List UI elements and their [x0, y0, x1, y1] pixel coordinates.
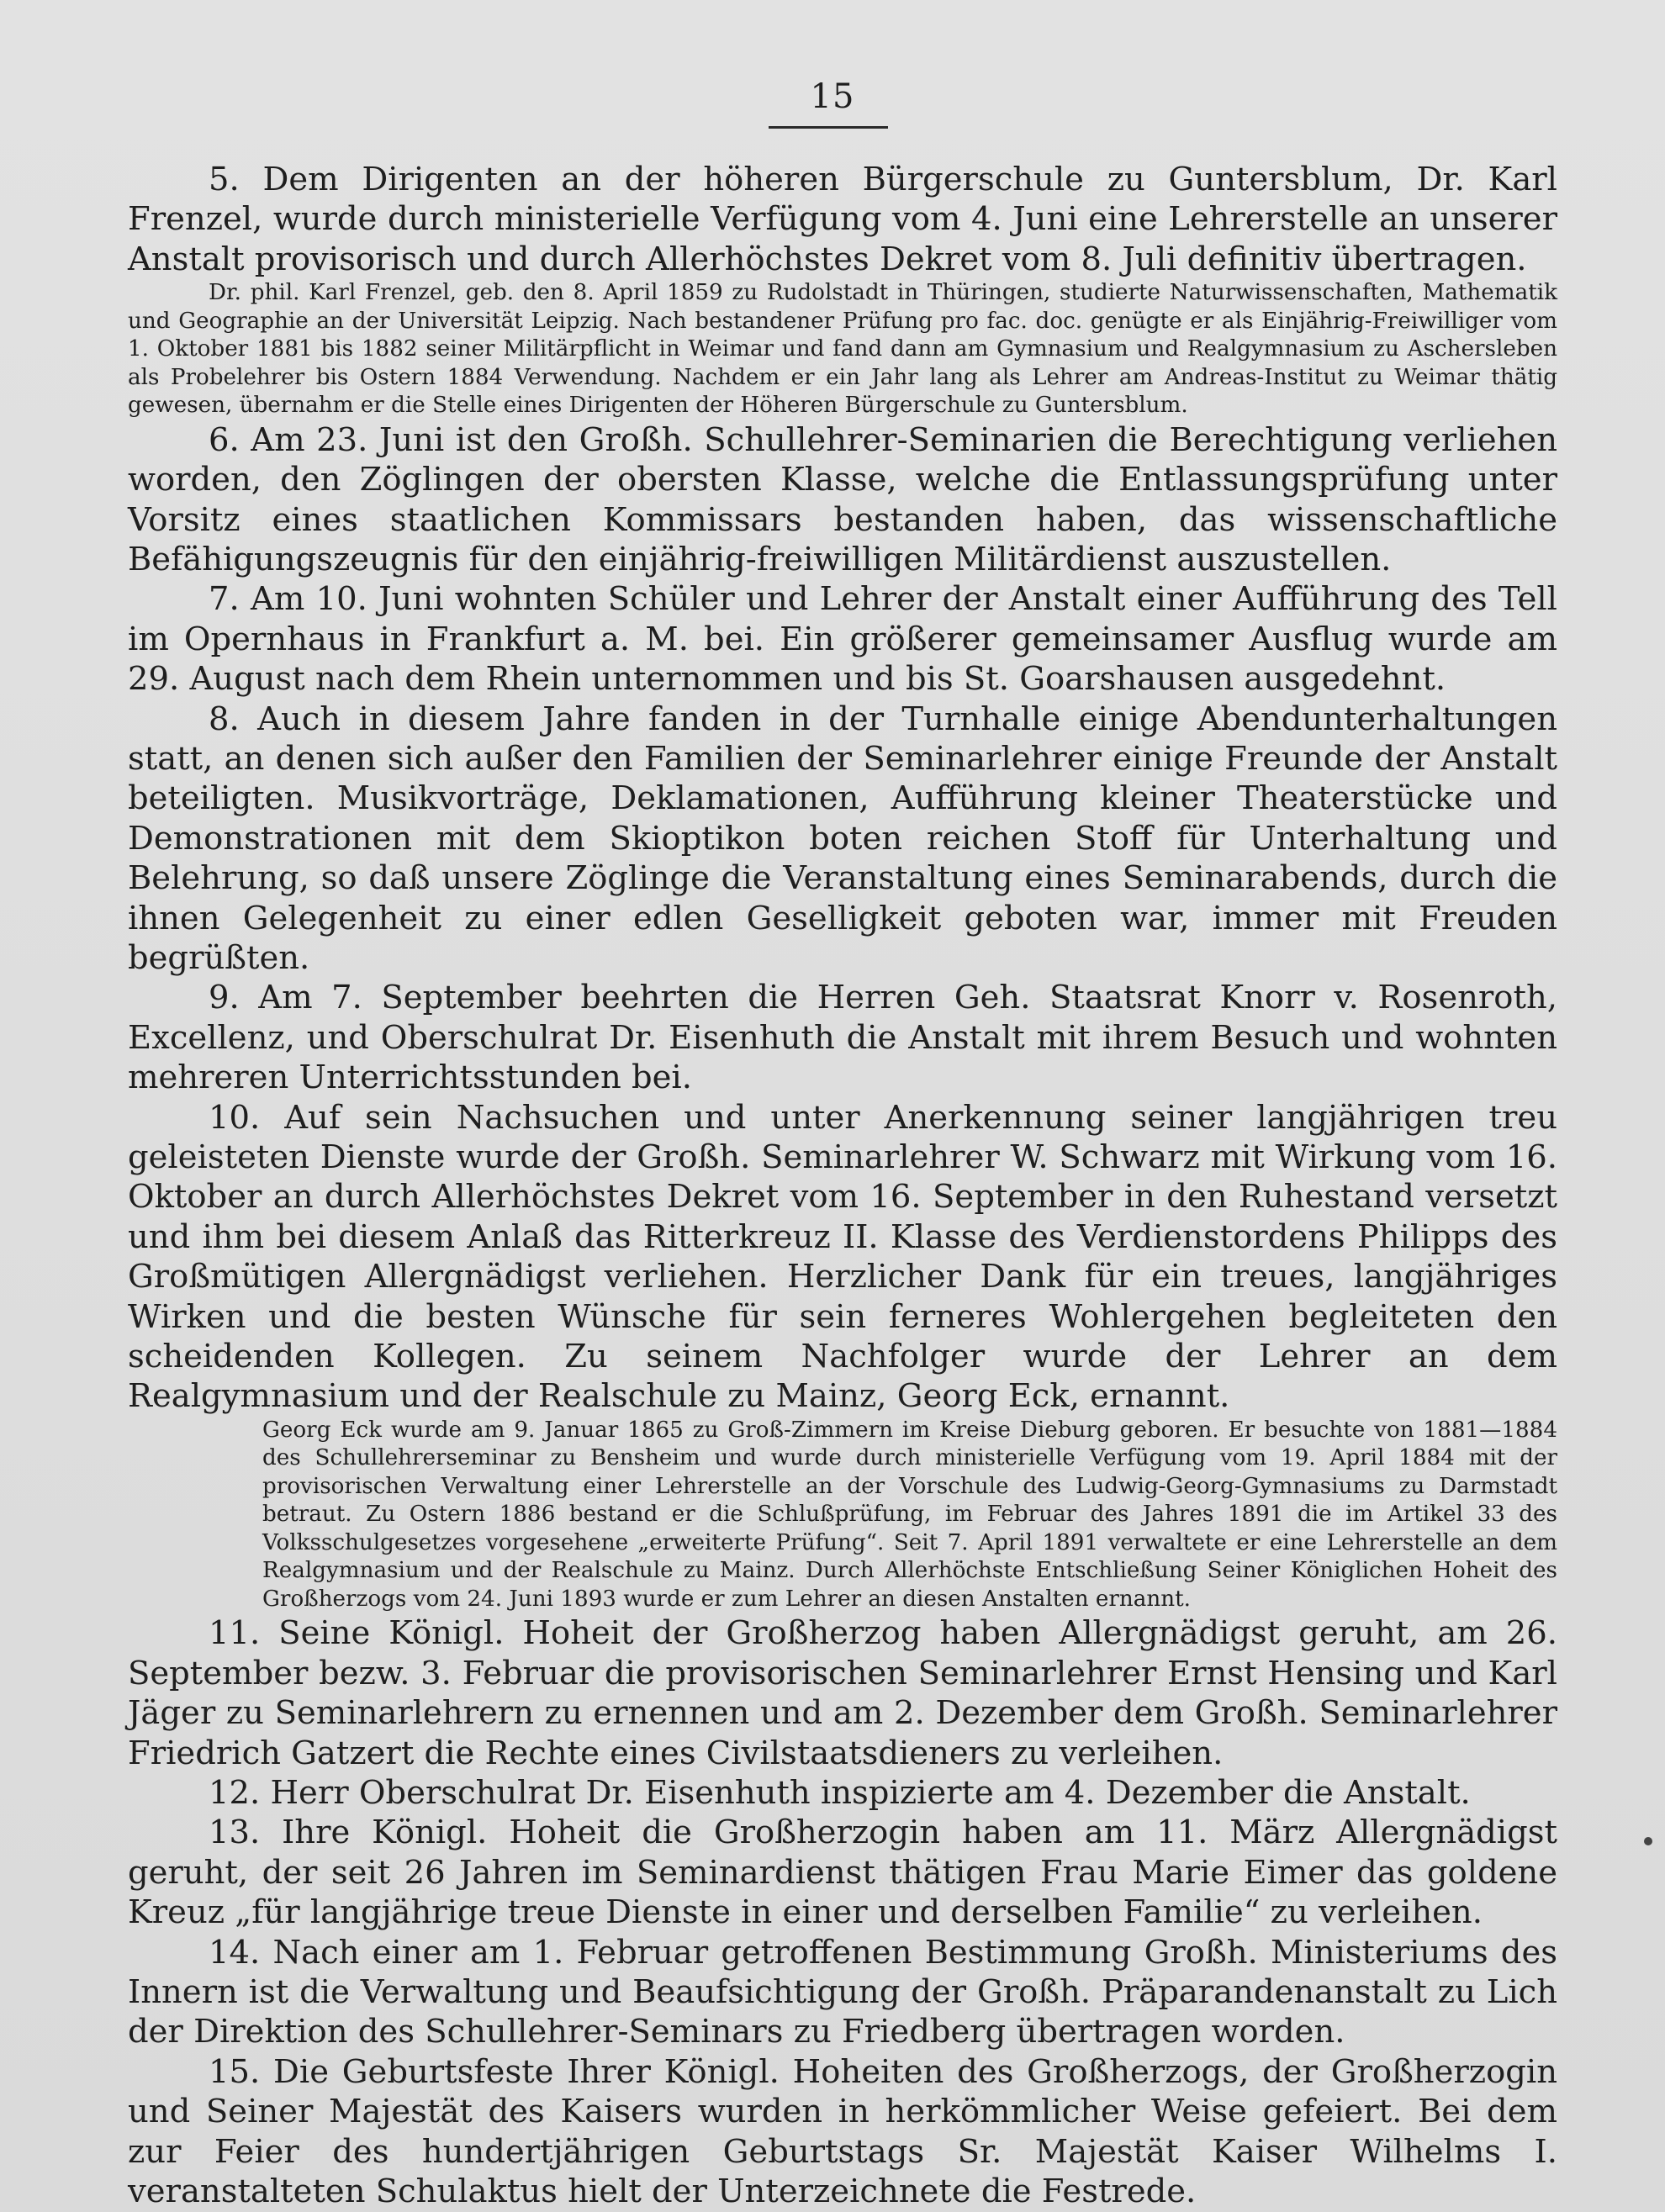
paragraph-6: 6. Am 23. Juni ist den Großh. Schullehrer-Seminarien die Berechtigung verliehen worden, den Zöglingen der obersten Klasse, welche die Entlassungsprüfung unter Vorsitz eines staatlichen Kommissars bestanden haben, das wissenschaftliche Befähigungszeugnis für den einjährig-freiwilligen Militärdienst auszustellen.	[128, 420, 1557, 578]
paragraph-7: 7. Am 10. Juni wohnten Schüler und Lehrer der Anstalt einer Aufführung des Tell im Opernhaus in Frankfurt a. M. bei. Ein größerer gemeinsamer Ausflug wurde am 29. August nach dem Rhein unternommen und bis St. Goarshausen ausgedehnt.	[128, 580, 1557, 699]
page-number-rule	[769, 126, 888, 129]
page-number: 15	[810, 77, 855, 116]
paragraph-8: 8. Auch in diesem Jahre fanden in der Turnhalle einige Abendunterhaltungen statt, an denen sich außer den Familien der Seminarlehrer einige Freunde der Anstalt beteiligten. Musikvorträge, Deklamationen, Aufführung kleiner Theaterstücke und Demonstrationen mit dem Skioptikon boten reichen Stoff für Unterhaltung und Belehrung, so daß unsere Zöglinge die Veranstaltung eines Seminarabends, durch die ihnen Gelegenheit zu einer edlen Geselligkeit geboten war, immer mit Freuden begrüßten.	[128, 699, 1557, 977]
document-body	[128, 160, 1557, 2211]
paragraph-9: 9. Am 7. September beehrten die Herren Geh. Staatsrat Knorr v. Rosenroth, Excellenz, und Oberschulrat Dr. Eisenhuth die Anstalt mit ihrem Besuch und wohnten mehreren Unterrichtsstunden bei.	[128, 979, 1557, 1097]
ink-dot-mark	[1644, 1837, 1652, 1845]
paragraph-15: 15. Die Geburtsfeste Ihrer Königl. Hoheiten des Großherzogs, der Großherzogin und Seiner Majestät des Kaisers wurden in herkömmlicher Weise gefeiert. Bei dem zur Feier des hundertjährigen Geburtstags Sr. Majestät Kaiser Wilhelms I. veranstalteten Schulaktus hielt der Unterzeichnete die Festrede.	[128, 2052, 1557, 2211]
footnote-frenzel: Dr. phil. Karl Frenzel, geb. den 8. April 1859 zu Rudolstadt in Thüringen, studierte Naturwissenschaften, Mathematik und Geographie an der Universität Leipzig. Nach bestandener Prüfung pro fac. doc. genügte er als Einjährig-Freiwilliger vom 1. Oktober 1881 bis 1882 seiner Militärpflicht in Weimar und fand dann am Gymnasium und Realgymnasium zu Aschersleben als Probelehrer bis Ostern 1884 Verwendung. Nachdem er ein Jahr lang als Lehrer am Andreas-Institut zu Weimar thätig gewesen, übernahm er die Stelle eines Dirigenten der Höheren Bürgerschule zu Guntersblum.	[128, 280, 1557, 419]
footnote-eck: Georg Eck wurde am 9. Januar 1865 zu Groß-Zimmern im Kreise Dieburg geboren. Er besuchte von 1881—1884 des Schullehrerseminar zu Bensheim und wurde durch ministerielle Verfügung vom 19. April 1884 mit der provisorischen Verwaltung einer Lehrerstelle an der Vorschule des Ludwig-Georg-Gymnasiums zu Darmstadt betraut. Zu Ostern 1886 bestand er die Schlußprüfung, im Februar des Jahres 1891 die im Artikel 33 des Volksschulgesetzes vorgesehene „erweiterte Prüfung“. Seit 7. April 1891 verwaltete er eine Lehrerstelle an dem Realgymnasium und der Realschule zu Mainz. Durch Allerhöchste Entschließung Seiner Königlichen Hoheit des Großherzogs vom 24. Juni 1893 wurde er zum Lehrer an diesen Anstalten ernannt.	[262, 1417, 1557, 1612]
paragraph-5: 5. Dem Dirigenten an der höheren Bürgerschule zu Guntersblum, Dr. Karl Frenzel, wurde durch ministerielle Verfügung vom 4. Juni eine Lehrerstelle an unserer Anstalt provisorisch und durch Allerhöchstes Dekret vom 8. Juli definitiv übertragen.	[128, 161, 1557, 278]
paragraph-14: 14. Nach einer am 1. Februar getroffenen Bestimmung Großh. Ministeriums des Innern ist die Verwaltung und Beaufsichtigung der Großh. Präparandenanstalt zu Lich der Direktion des Schullehrer-Seminars zu Friedberg übertragen worden.	[128, 1933, 1557, 2051]
paragraph-10: 10. Auf sein Nachsuchen und unter Anerkennung seiner langjährigen treu geleisteten Dienste wurde der Großh. Seminarlehrer W. Schwarz mit Wirkung vom 16. Oktober an durch Allerhöchstes Dekret vom 16. September in den Ruhestand versetzt und ihm bei diesem Anlaß das Ritterkreuz II. Klasse des Verdienstordens Philipps des Großmütigen Allergnädigst verliehen. Herzlicher Dank für ein treues, langjähriges Wirken und die besten Wünsche für sein ferneres Wohlergehen begleiteten den scheidenden Kollegen. Zu seinem Nachfolger wurde der Lehrer an dem Realgymnasium und der Realschule zu Mainz, Georg Eck, ernannt.	[128, 1098, 1557, 1416]
paragraph-11: 11. Seine Königl. Hoheit der Großherzog haben Allergnädigst geruht, am 26. September bezw. 3. Februar die provisorischen Seminarlehrer Ernst Hensing und Karl Jäger zu Seminarlehrern zu ernennen und am 2. Dezember dem Großh. Seminarlehrer Friedrich Gatzert die Rechte eines Civilstaatsdieners zu verleihen.	[128, 1614, 1557, 1772]
paragraph-12: 12. Herr Oberschulrat Dr. Eisenhuth inspizierte am 4. Dezember die Anstalt.	[209, 1774, 1471, 1812]
paragraph-13: 13. Ihre Königl. Hoheit die Großherzogin haben am 11. März Allergnädigst geruht, der seit 26 Jahren im Seminardienst thätigen Frau Marie Eimer das goldene Kreuz „für langjährige treue Dienste in einer und derselben Familie“ zu verleihen.	[128, 1813, 1557, 1932]
